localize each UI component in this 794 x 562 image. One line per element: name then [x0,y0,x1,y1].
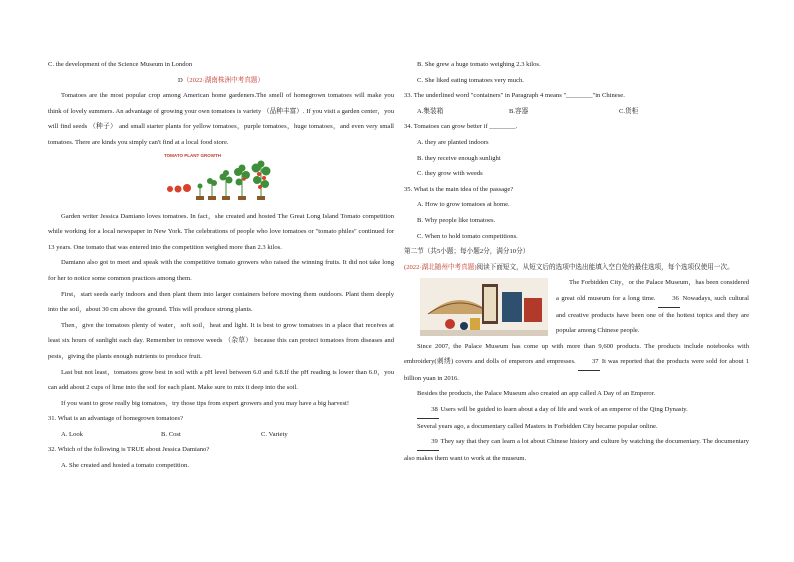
palace-para-4 [404,402,749,419]
part2-instructions [404,260,749,276]
tomato-para-1: Tomatoes are the most popular crop among American home gardeners.The smell of homegrown tomatoes will make you think of lovely summers. An advantage of growing your own tomatoes is variety （品种丰富）. If you visit a garden center，you will find seeds （种子） and small starter plants for yellow tomatoes，purple tomatoes，huge tomatoes，and even very small tomatoes. There are kinds you simply can't find at a local food store. [48,92,394,146]
question-33-options [404,104,749,120]
question-34: 34. Tomatoes can grow better if ________. [404,123,518,131]
tomato-growth-figure [48,153,394,205]
palace-para-4-text: Users will be guided to learn about a day of life and work of an emperor of the Qing Dynasty. [440,406,688,414]
palace-para-5: Several years ago, a documentary called Masters in Forbidden City became popular online. [417,422,658,430]
blank-38[interactable]: 38 [417,402,439,419]
tomato-para-5: Then，give the tomatoes plenty of water，soft soil，heat and light. It is best to grow tomatoes in a place that receives at least six hours of sunlight each day. Remember to remove weeds （杂草） because this can protect tomatoes from diseases and pests，giving the plants enough nutrients to produce fruit. [48,321,394,360]
palace-para-3: Besides the products, the Palace Museum also created an app called A Day of an Emperor. [417,390,656,398]
q34-option-a: A. they are planted indoors [417,138,489,146]
section-label: D [177,76,183,84]
tomato-para-6: Last but not least，tomatoes grow best in soil with a pH level between 6.0 and 6.8.If the pH reading is lower than 6.0，you can add about 2 cups of lime into the soil for each plant. Make sure to mix it deep into the soil. [48,368,394,392]
palace-para-6 [404,434,749,466]
section-source: （2022·湖南株洲中考真题） [182,76,265,84]
figure-title: TOMATO PLANT GROWTH [164,152,221,158]
q35-option-c: C. When to hold tomato competitions. [417,232,518,240]
q32-option-b: B. She grew a huge tomato weighing 2.3 kilos. [417,61,541,68]
part2-heading: 第二节（共5小题；每小题2分，满分10分） [404,248,530,256]
q33-option-c: C.货柜 [619,107,639,115]
left-column [48,57,394,474]
palace-para-6-text: They say that they can learn a lot about Chinese history and culture by watching the documentary. The documentary also makes them want to work at the museum. [404,438,750,462]
tomato-para-2: Garden writer Jessica Damiano loves tomatoes. In fact，she created and hosted The Great Long Island Tomato competition while working for a local newspaper in New York. The celebrations of people who love tomatoes or "tomato philes" continued for 13 years. One tomato that was entered into the competition weighed more than 2.3 kilos. [48,212,394,251]
palace-museum-products-illustration [420,278,548,336]
question-31-options [48,427,394,443]
tomato-para-4: First，start seeds early indoors and then plant them into larger containers before moving them outdoors. Plant them deeply into the soil，about 30 cm above the ground. This will produce strong plants. [48,290,394,314]
part2-source: (2022·湖北随州中考真题) [404,263,477,271]
tomato-para-7: If you want to grow really big tomatoes，try those tips from expert growers and you may have a big harvest! [61,399,350,407]
q31-option-b: B. Cost [161,430,181,438]
q30-option-c: C. the development of the Science Museum in London [48,61,193,68]
tomato-para-3: Damiano also got to meet and speak with the competitive tomato growers who raised the winning fruits. It did not take long for her to notice some common practices among them. [48,259,394,282]
palace-para-1-text-b: Nowadays, such cultural and creative products have been one of the hottest topics and they are popular among Chinese people. [556,294,749,335]
blank-36[interactable]: 36 [658,291,680,308]
blank-39[interactable]: 39 [417,434,439,451]
question-33: 33. The underlined word "containers" in Paragraph 4 means "________"in Chinese. [404,92,625,100]
question-31: 31. What is an advantage of homegrown tomatoes? [48,415,184,423]
palace-para-2-text-a: Since 2007, the Palace Museum has come up with more than 9,600 products. The products include notebooks with embroidery(刺绣) covers and dolls of emperors and empresses. [404,342,749,366]
palace-para-2 [404,339,749,387]
q33-option-b: B.容器 [509,107,529,115]
right-column [404,57,749,466]
q35-option-a: A. How to grow tomatoes at home. [417,201,510,209]
q34-option-b: B. they receive enough sunlight [417,154,501,162]
q34-option-c: C. they grow with weeds [417,170,483,178]
q31-option-a: A. Look [61,430,83,438]
q31-option-c: C. Variety [261,430,288,438]
palace-para-2-text-b: It was reported that the products were sold for about 1 billion yuan in 2016. [404,358,750,382]
tomato-plants-illustration [164,159,280,201]
q35-option-b: B. Why people like tomatoes. [417,216,496,224]
section-d-header [48,73,394,89]
palace-museum-products-image [420,278,548,336]
palace-para-1-text-a: The Forbidden City，or the Palace Museum，has been considered a great old museum for a long time. [556,279,749,302]
part2-instruction-text: 阅读下面短文，从短文后的选项中选出能填入空白处的最佳选项，每个选项仅使用一次。 [476,263,734,271]
q33-option-a: A.集装箱 [417,107,444,115]
question-32: 32. Which of the following is TRUE about Jessica Damiano? [48,446,210,454]
q32-option-c: C. She liked eating tomatoes very much. [417,76,524,84]
question-35: 35. What is the main idea of the passage? [404,185,514,193]
q32-option-a: A. She created and hosted a tomato competition. [61,462,189,470]
blank-37[interactable]: 37 [578,354,600,371]
